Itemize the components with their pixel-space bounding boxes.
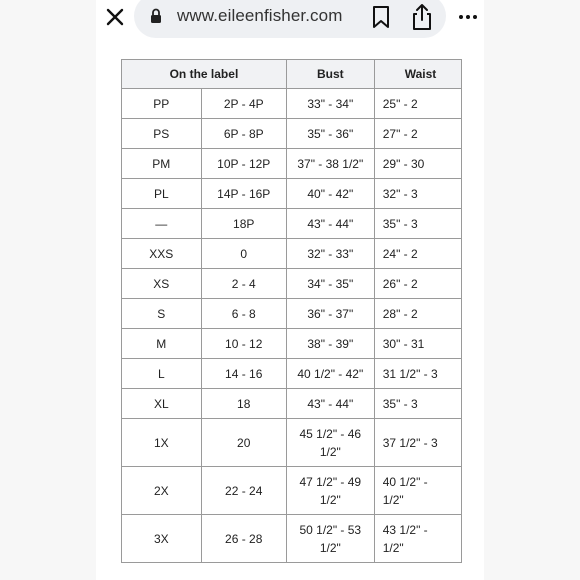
table-row [122,209,462,239]
table-row [122,89,462,119]
cell-label-text: PL [153,186,169,201]
cell-label [122,119,202,149]
cell-waist [374,359,461,389]
cell-waist [374,239,461,269]
cell-label-text: PP [153,96,170,111]
header-on-the-label: On the label [122,60,287,89]
cell-bust-text: 33" - 34" [307,96,354,111]
share-button[interactable] [410,3,434,31]
cell-waist-text: 27" - 2 [382,126,418,141]
bookmark-icon [371,5,391,29]
cell-label-text: — [155,216,168,231]
header-bust: Bust [286,60,374,89]
table-row [122,389,462,419]
cell-bust [286,299,374,329]
cell-size [201,419,286,467]
cell-label [122,467,202,515]
cell-label-text: XS [153,276,170,291]
cell-bust-text: 47 1/2" - 49 [299,474,362,489]
cell-label [122,359,202,389]
cell-label [122,209,202,239]
cell-size-text: 6 - 8 [231,306,256,321]
cell-label-text: XXS [149,246,174,261]
cell-bust-text: 43" - 44" [307,216,354,231]
cell-size-text: 14 - 16 [225,366,263,381]
cell-size [201,119,286,149]
size-chart-table-wrap [121,59,462,565]
url-text[interactable]: www.eileenfisher.com [177,6,343,25]
left-margin [0,0,96,580]
cell-bust [286,467,374,515]
cell-waist-text: 29" - 30 [382,156,425,171]
cell-size [201,329,286,359]
cell-label [122,179,202,209]
close-button[interactable] [104,4,126,30]
cell-waist-text: 35" - 3 [382,396,418,411]
cell-size [201,359,286,389]
more-button[interactable] [458,9,478,25]
cell-bust [286,359,374,389]
cell-bust [286,119,374,149]
cell-size [201,389,286,419]
cell-label [122,515,202,563]
cell-bust [286,329,374,359]
cell-size-text: 6P - 8P [223,126,264,141]
cell-bust-text: 40 1/2" - 42" [297,366,364,381]
cell-bust-text: 35" - 36" [307,126,354,141]
cell-size-text: 20 [237,435,251,450]
cell-bust [286,515,374,563]
cell-label-text: 3X [153,531,169,546]
table-row [122,467,462,515]
table-row [122,299,462,329]
more-icon [458,9,478,25]
cell-size-text: 14P - 16P [217,186,271,201]
cell-bust-text: 40" - 42" [307,186,354,201]
table-row [122,179,462,209]
share-icon [410,3,434,31]
cell-waist [374,329,461,359]
cell-waist-text: 26" - 2 [382,276,418,291]
cell-bust-text: 45 1/2" - 46 [299,426,362,441]
cell-label-text: S [157,306,166,321]
cell-waist [374,299,461,329]
cell-size [201,515,286,563]
cell-label [122,419,202,467]
cell-waist-text: 37 1/2" - 3 [382,435,438,450]
cell-label [122,269,202,299]
cell-label-text: XL [153,396,169,411]
cell-bust-text: 38" - 39" [307,336,354,351]
table-row [122,119,462,149]
cell-bust-text: 34" - 35" [307,276,354,291]
cell-size-text: 18P [233,216,255,231]
cell-waist [374,389,461,419]
cell-waist-text: 25" - 2 [382,96,418,111]
cell-bust-text: 50 1/2" - 53 [299,522,362,537]
table-row [122,515,462,563]
cell-waist [374,209,461,239]
cell-size-text: 26 - 28 [225,531,263,546]
cell-label [122,149,202,179]
cell-bust [286,89,374,119]
cell-size [201,269,286,299]
cell-bust-text-cont: 1/2" [319,444,341,459]
cell-label [122,329,202,359]
table-row [122,419,462,467]
cell-waist-text: 31 1/2" - 3 [382,366,438,381]
cell-size-text: 2 - 4 [231,276,256,291]
cell-label-text: PM [152,156,171,171]
cell-waist-text: 32" - 3 [382,186,418,201]
right-margin [484,0,580,580]
cell-size-text: 2P - 4P [223,96,264,111]
cell-label-text: M [156,336,167,351]
cell-size [201,89,286,119]
cell-size-text: 18 [237,396,251,411]
cell-size-text: 22 - 24 [225,483,263,498]
cell-bust [286,179,374,209]
cell-bust-text: 32" - 33" [307,246,354,261]
cell-size [201,209,286,239]
cell-waist-text: 35" - 3 [382,216,418,231]
cell-waist [374,179,461,209]
cell-label-text: 2X [153,483,169,498]
size-chart-table [121,59,462,563]
cell-label [122,299,202,329]
table-row [122,239,462,269]
cell-bust [286,209,374,239]
cell-waist-text: 24" - 2 [382,246,418,261]
cell-bust [286,269,374,299]
cell-label [122,239,202,269]
cell-bust-text: 43" - 44" [307,396,354,411]
cell-waist-text: 43 1/2" - [382,522,428,537]
table-header-row [122,60,462,89]
cell-waist-text: 30" - 31 [382,336,425,351]
cell-size-text: 10 - 12 [225,336,263,351]
cell-waist-text: 28" - 2 [382,306,418,321]
cell-bust [286,389,374,419]
cell-size [201,149,286,179]
cell-waist [374,467,461,515]
cell-waist-text: 40 1/2" - [382,474,428,489]
cell-size-text: 0 [240,246,248,261]
cell-waist-text-cont: 1/2" [382,540,404,555]
cell-bust [286,239,374,269]
cell-size [201,179,286,209]
cell-waist [374,119,461,149]
cell-bust-text-cont: 1/2" [319,492,341,507]
cell-label [122,89,202,119]
cell-waist-text-cont: 1/2" [382,492,404,507]
cell-bust-text: 37" - 38 1/2" [297,156,364,171]
cell-label-text: PS [153,126,170,141]
header-waist: Waist [374,60,461,89]
cell-size [201,299,286,329]
close-icon [106,8,124,26]
table-row [122,149,462,179]
cell-size [201,467,286,515]
cell-size-text: 10P - 12P [217,156,271,171]
cell-bust-text-cont: 1/2" [319,540,341,555]
cell-label-text: 1X [153,435,169,450]
cell-size [201,239,286,269]
lock-icon [150,8,162,24]
table-row [122,269,462,299]
cell-bust-text: 36" - 37" [307,306,354,321]
cell-waist [374,149,461,179]
cell-waist [374,269,461,299]
cell-waist [374,515,461,563]
cell-bust [286,149,374,179]
cell-bust [286,419,374,467]
cell-label [122,389,202,419]
cell-waist [374,89,461,119]
table-row [122,359,462,389]
bookmark-button[interactable] [371,5,391,29]
cell-label-text: L [157,366,165,381]
cell-waist [374,419,461,467]
table-row [122,329,462,359]
